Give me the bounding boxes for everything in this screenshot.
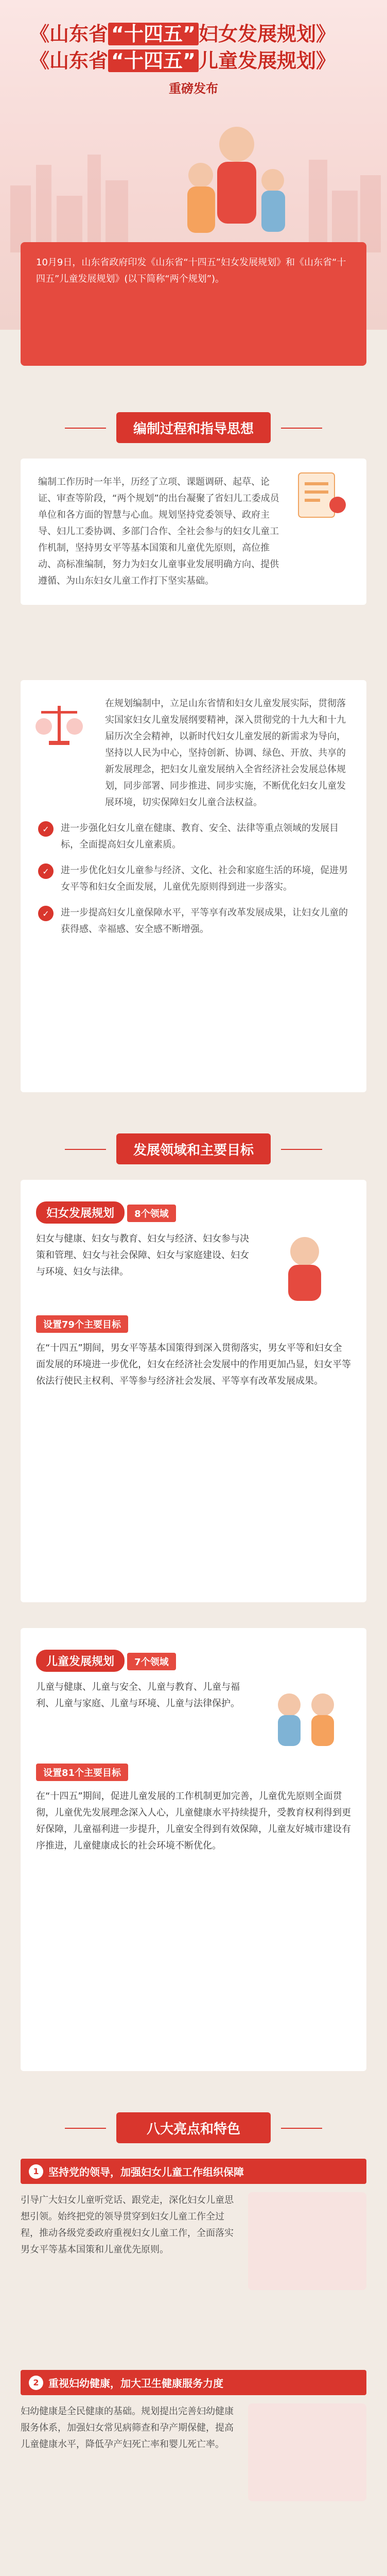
section-title-process: 编制过程和指导思想 (116, 412, 271, 443)
title1-prefix: 《山东省 (30, 23, 109, 45)
bullet-item (38, 862, 349, 895)
guideline-paragraph: 在规划编制中，立足山东省情和妇女儿童发展实际，贯彻落实国家妇女儿童发展纲要精神，深入贯彻党的十九大和十九届历次全会精神，以新时代妇女儿童发展的新需求为导向，坚持以人民为中心，坚持创新、协调、绿色、开放、共享的新发展理念，把妇女儿童发展纳入全省经济社会发展总体规划，同步部署、同步推进、同步实施，不断优化妇女儿童发展环境，切实保障妇女儿童合法权益。 (105, 698, 346, 808)
family-illustration (170, 108, 304, 263)
feature-number: 1 (29, 2164, 43, 2179)
scale-illustration (31, 696, 87, 752)
women-areas-text: 妇女与健康、妇女与教育、妇女与经济、妇女参与决策和管理、妇女与社会保障、妇女与家庭建设、妇女与环境、妇女与法律。 (36, 1233, 249, 1277)
bullet-item (38, 905, 349, 938)
section-title-goals: 发展领域和主要目标 (116, 1133, 271, 1164)
children-areas-tag: 7个领域 (127, 1653, 176, 1670)
title1-suffix: 妇女发展规划》 (198, 23, 336, 45)
feature-title: 坚持党的领导，加强妇女儿童工作组织保障 (48, 2166, 244, 2178)
bullet-item (38, 820, 349, 853)
women-areas-tag: 8个领域 (127, 1205, 176, 1222)
feature-number: 2 (29, 2376, 43, 2390)
title1-highlight: “十四五” (108, 23, 199, 45)
feature-text: 引导广大妇女儿童听党话、跟党走，深化妇女儿童思想引领。始终把党的领导贯穿到妇女儿童工作全过程，推动各级党委政府重视妇女儿童工作，全面落实男女平等基本国策和儿童优先原则。 (21, 2195, 234, 2255)
bullet-check-icon: ✓ (38, 906, 54, 921)
children-plan-pill: 儿童发展规划 (36, 1650, 125, 1672)
children-targets-tag: 设置81个主要目标 (36, 1764, 128, 1781)
document-illustration (288, 468, 350, 519)
guideline-card (21, 680, 366, 1092)
women-plan-card (21, 1180, 366, 1602)
bullet-text: 进一步优化妇女儿童参与经济、文化、社会和家庭生活的环境，促进男女平等和妇女全面发展，儿童优先原则得到进一步落实。 (61, 865, 348, 892)
feature-item (21, 2159, 366, 2290)
children-areas-row (36, 1679, 351, 1751)
bullet-check-icon: ✓ (38, 863, 54, 879)
women-targets-text: 在“十四五”期间，男女平等基本国策得到深入贯彻落实，男女平等和妇女全面发展的环境进一步优化，妇女在经济社会发展中的作用更加凸显，妇女平等依法行使民主权利、平等参与经济社会发展、平等享有改革发展成果。 (36, 1343, 351, 1386)
section-title-highlights: 八大亮点和特色 (116, 2112, 271, 2143)
feature-title: 重视妇幼健康，加大卫生健康服务力度 (48, 2377, 223, 2389)
feature-header (21, 2370, 366, 2395)
women-targets-tag: 设置79个主要目标 (36, 1315, 128, 1333)
feature-text: 妇幼健康是全民健康的基础。规划提出完善妇幼健康服务体系，加强妇女常见病筛查和孕产期保健，提高儿童健康水平，降低孕产妇死亡率和婴儿死亡率。 (21, 2406, 234, 2450)
title-line-2 (30, 47, 357, 74)
children-illustration (258, 1679, 351, 1751)
guideline-bullets (38, 820, 349, 938)
title2-prefix: 《山东省 (30, 49, 109, 72)
intro-text: 10月9日，山东省政府印发《山东省“十四五”妇女发展规划》和《山东省“十四五”儿童发展规划》(以下简称“两个规划”)。 (36, 257, 346, 284)
hero-subtitle: 重磅发布 (169, 81, 218, 96)
bullet-text: 进一步提高妇女儿童保障水平，平等享有改革发展成果，让妇女儿童的获得感、幸福感、安全感不断增强。 (61, 907, 348, 935)
title-line-1 (30, 21, 357, 47)
women-areas-row (36, 1231, 351, 1303)
bullet-text: 进一步强化妇女儿童在健康、教育、安全、法律等重点领域的发展目标，全面提高妇女儿童素质。 (61, 823, 339, 850)
process-card (21, 459, 366, 605)
party-leadership-illustration (248, 2192, 366, 2290)
children-areas-text: 儿童与健康、儿童与安全、儿童与教育、儿童与福利、儿童与家庭、儿童与环境、儿童与法律保护。 (36, 1682, 240, 1709)
children-plan-card (21, 1628, 366, 2071)
hero-title-block (30, 21, 357, 96)
feature-header (21, 2159, 366, 2184)
doctor-illustration (248, 2403, 366, 2501)
title2-suffix: 儿童发展规划》 (198, 49, 336, 72)
intro-card (21, 242, 366, 366)
title2-highlight: “十四五” (108, 49, 199, 72)
process-paragraph: 编制工作历时一年半，历经了立项、课题调研、起草、论证、审查等阶段，“两个规划”的出台凝聚了省妇儿工委成员单位和各方面的智慧与心血。规划坚持党委领导、政府主导、妇儿工委协调、多部门合作、全社会参与的妇女儿童工作机制，坚持男女平等基本国策和儿童优先原则，高位推动、高标准编制，努力为妇女儿童事业发展明确方向、提供遵循、为山东妇女儿童工作打下坚实基础。 (38, 477, 279, 586)
feature-item (21, 2370, 366, 2501)
women-plan-pill: 妇女发展规划 (36, 1201, 125, 1224)
feature-body (21, 2192, 366, 2290)
women-illustration (258, 1231, 351, 1303)
bullet-check-icon: ✓ (38, 821, 54, 837)
feature-body (21, 2403, 366, 2501)
children-targets-text: 在“十四五”期间，促进儿童发展的工作机制更加完善，儿童优先原则全面贯彻，儿童优先发展理念深入人心，儿童健康水平持续提升，受教育权利得到更好保障，儿童福利进一步提升，儿童安全得到有效保障，儿童友好城市建设有序推进，儿童健康成长的社会环境不断优化。 (36, 1791, 351, 1851)
